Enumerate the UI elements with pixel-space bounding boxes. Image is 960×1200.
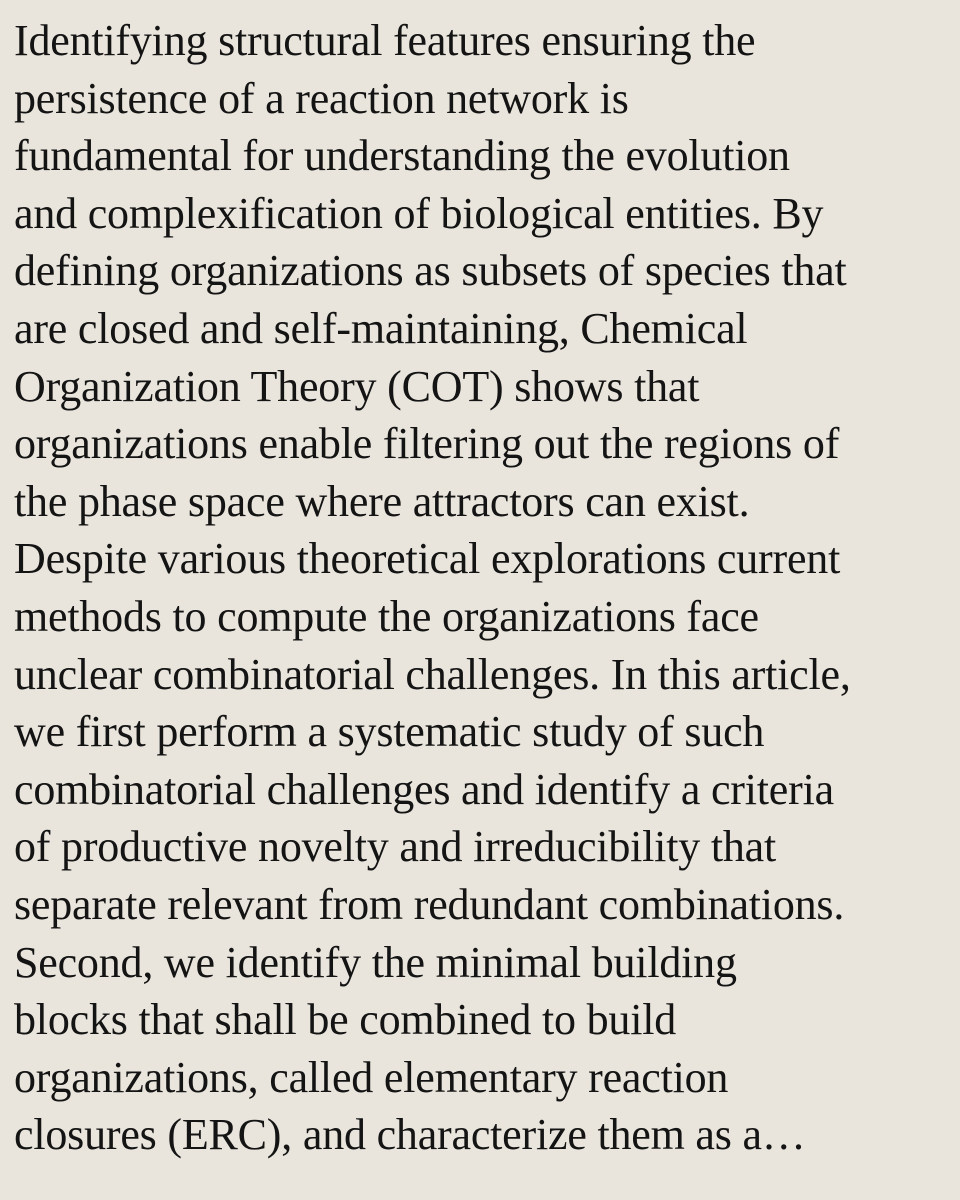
abstract-line: persistence of a reaction network is xyxy=(14,73,629,123)
abstract-line: blocks that shall be combined to build xyxy=(14,995,677,1045)
abstract-line: are closed and self-maintaining, Chemical xyxy=(14,303,748,353)
abstract-line: fundamental for understanding the evolution xyxy=(14,131,790,181)
abstract-line: and complexification of biological entities. By xyxy=(14,188,824,238)
abstract-line: organizations enable filtering out the regions of xyxy=(14,419,840,469)
abstract-line: combinatorial challenges and identify a criteria xyxy=(14,764,834,814)
abstract-text xyxy=(14,12,960,1164)
abstract-line: Despite various theoretical explorations current xyxy=(14,534,841,584)
abstract-line: methods to compute the organizations face xyxy=(14,591,759,641)
abstract-line: closures (ERC), and characterize them as a… xyxy=(14,1110,806,1160)
abstract-line: separate relevant from redundant combinations. xyxy=(14,879,845,929)
abstract-line: organizations, called elementary reaction xyxy=(14,1052,729,1102)
abstract-line: we first perform a systematic study of such xyxy=(14,707,765,757)
abstract-line: Organization Theory (COT) shows that xyxy=(14,361,700,411)
abstract-line: unclear combinatorial challenges. In this article, xyxy=(14,649,851,699)
abstract-line: the phase space where attractors can exist. xyxy=(14,476,750,526)
abstract-line: of productive novelty and irreducibility that xyxy=(14,822,777,872)
abstract-line: Identifying structural features ensuring the xyxy=(14,16,756,65)
abstract-line: Second, we identify the minimal building xyxy=(14,937,737,987)
abstract-line: defining organizations as subsets of species that xyxy=(14,246,847,296)
